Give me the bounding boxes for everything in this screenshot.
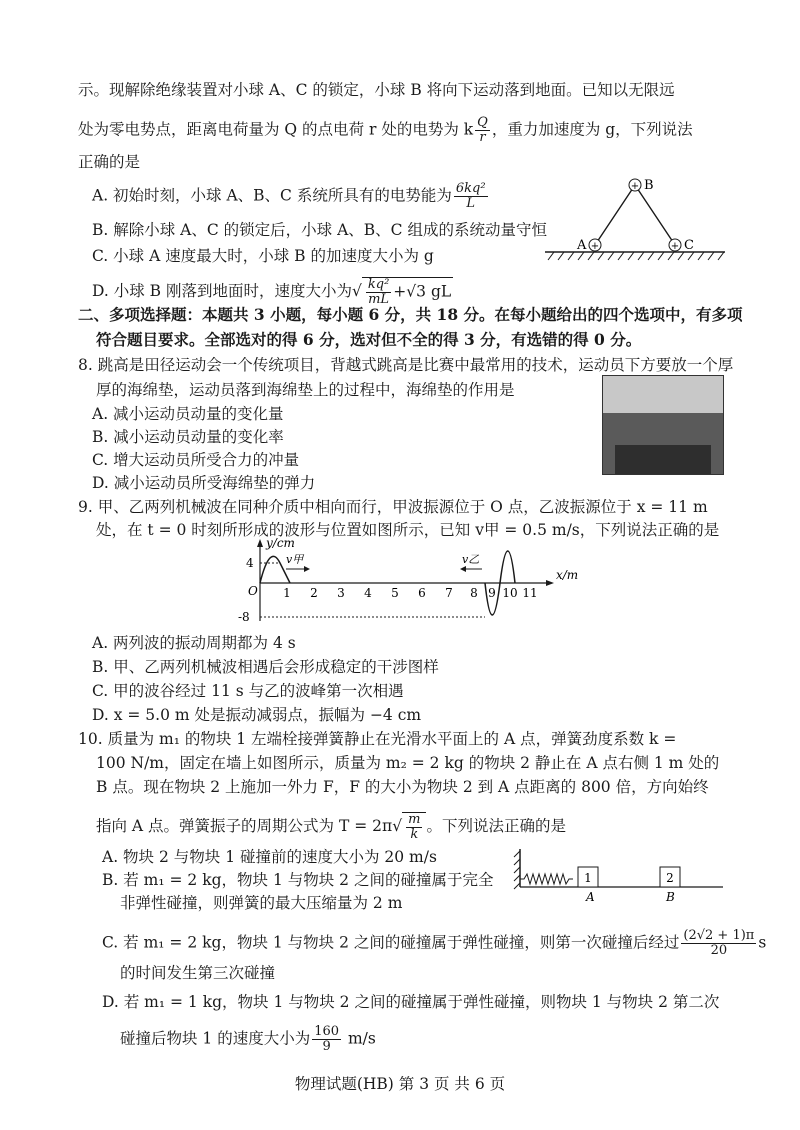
q7-cont-line-3: 正确的是 [78, 153, 141, 171]
q10-option-a: A. 物块 2 与物块 1 碰撞前的速度大小为 20 m/s [102, 848, 437, 866]
q10-option-b-2: 非弹性碰撞，则弹簧的最大压缩量为 2 m [120, 894, 403, 912]
wall-hatching [514, 851, 520, 889]
q9-option-b: B. 甲、乙两列机械波相遇后会形成稳定的干涉图样 [92, 658, 439, 676]
q9-option-c: C. 甲的波谷经过 11 s 与乙的波峰第一次相遇 [92, 682, 404, 700]
q9-wave-graph [230, 535, 590, 630]
x-tick-5: 5 [391, 586, 399, 600]
q9-stem-1: 9. 甲、乙两列机械波在同种介质中相向而行，甲波振源位于 O 点，乙波振源位于 x = 11 m [78, 498, 708, 516]
q8-option-d: D. 减小运动员所受海绵垫的弹力 [92, 474, 316, 492]
q7-option-d-fraction [366, 278, 391, 307]
x-tick-3: 3 [337, 586, 345, 600]
x-tick-10: 10 [502, 586, 518, 600]
period-den: k [410, 827, 419, 842]
x-axis-label: x/m [556, 568, 579, 582]
q7-option-a-num: 6kq² [455, 181, 486, 196]
y-axis-label: y/cm [266, 536, 295, 550]
label-c: C [684, 238, 694, 253]
x-tick-11: 11 [522, 586, 538, 600]
ground-hatching [548, 252, 724, 260]
ball-c-sign: + [670, 241, 680, 252]
section2-line-1: 二、多项选择题：本题共 3 小题，每小题 6 分，共 18 分。在每小题给出的四个选项中，有多项 [78, 305, 743, 324]
x-tick-8: 8 [470, 586, 478, 600]
q7-triangle-figure [540, 170, 730, 270]
q10-option-d-den: 9 [322, 1039, 331, 1054]
q7-option-d: D. 小球 B 刚落到地面时，速度大小为√ $\frac{\text{kq²}}{mL}$ +√3 gL [92, 277, 452, 307]
q8-stem-2: 厚的海绵垫，运动员落到海绵垫上的过程中，海绵垫的作用是 [96, 381, 515, 399]
q10-option-d-text: 碰撞后物块 1 的速度大小为 [120, 1029, 311, 1048]
q7-option-a-fraction [454, 182, 488, 211]
q10-stem-2: 100 N/m，固定在墙上如图所示，质量为 m₂ = 2 kg 的物块 2 静止在 A 点右侧 1 m 处的 [96, 754, 720, 772]
q10-option-d-fraction [312, 1025, 341, 1054]
v-yi-label: v乙 [462, 553, 480, 566]
x-tick-2: 2 [310, 586, 318, 600]
q10-option-c-num: (2√2 + 1)π [683, 928, 755, 943]
q8-option-c: C. 增大运动员所受合力的冲量 [92, 451, 300, 469]
q10-option-c-text: C. 若 m₁ = 2 kg，物块 1 与物块 2 之间的碰撞属于弹性碰撞，则第一次碰撞后经过 [102, 933, 680, 952]
y-axis-arrow [257, 539, 263, 547]
y-tick-neg8: -8 [238, 610, 250, 624]
x-axis-arrow [546, 580, 554, 586]
q7-option-b: B. 解除小球 A、C 的锁定后，小球 A、B、C 组成的系统动量守恒 [92, 221, 547, 239]
x-tick-1: 1 [283, 586, 291, 600]
block-1-label: 1 [584, 871, 592, 885]
q7-cont-line-1: 示。现解除绝缘装置对小球 A、C 的锁定，小球 B 将向下运动落到地面。已知以无限远 [78, 81, 675, 99]
label-b: B [644, 178, 654, 193]
q7-cont-line-2 [78, 116, 693, 145]
q10-spring-figure [508, 845, 728, 905]
q9-option-d: D. x = 5.0 m 处是振动减弱点，振幅为 −4 cm [92, 706, 422, 724]
x-tick-4: 4 [364, 586, 372, 600]
q10-option-d-1: D. 若 m₁ = 1 kg，物块 1 与物块 2 之间的碰撞属于弹性碰撞，则物块 1 与物块 2 第二次 [102, 993, 720, 1011]
q10-option-c-2: 的时间发生第三次碰撞 [120, 964, 276, 982]
spring [520, 874, 573, 884]
q10-stem-1: 10. 质量为 m₁ 的物块 1 左端栓接弹簧静止在光滑水平面上的 A 点，弹簧劲度系数 k = [78, 730, 677, 748]
q7-option-d-text: D. 小球 B 刚落到地面时，速度大小为 [92, 282, 352, 300]
q8-option-b: B. 减小运动员动量的变化率 [92, 428, 284, 446]
q10-option-c-den: 20 [710, 943, 728, 958]
high-jump-photo [602, 375, 724, 475]
q10-option-c [102, 929, 766, 958]
q7-option-a [92, 182, 490, 211]
q10-stem-4: 指向 A 点。弹簧振子的周期公式为 T = 2π√ $\frac{m}{k}$ 。下列说法正确的是 [96, 812, 566, 842]
v-jia-arrowhead [304, 566, 310, 572]
photo-mat [615, 445, 711, 474]
q7-option-d-sqrt [362, 277, 453, 307]
q10-option-d-num: 160 [314, 1024, 340, 1039]
q7-cont-2a: 处为零电势点，距离电荷量为 Q 的点电荷 r 处的电势为 k [78, 120, 474, 139]
point-b-label: B [666, 890, 675, 904]
page-footer: 物理试题(HB) 第 3 页 共 6 页 [294, 1075, 506, 1093]
point-a-label: A [586, 890, 595, 904]
side-bc [635, 185, 675, 245]
section2-line-2: 符合题目要求。全部选对的得 6 分，选对但不全的得 3 分，有选错的得 0 分。 [96, 330, 642, 349]
period-num: m [408, 812, 421, 827]
x-tick-9: 9 [488, 586, 496, 600]
label-a: A [577, 238, 587, 253]
q9-stem-2: 处，在 t = 0 时刻所形成的波形与位置如图所示，已知 v甲 = 0.5 m/s，下列说法正确的是 [96, 521, 720, 539]
q7-option-d-post: +√3 gL [393, 282, 452, 301]
q10-stem-4b: 。下列说法正确的是 [426, 817, 566, 835]
q10-stem-4a: 指向 A 点。弹簧振子的周期公式为 T = 2π [96, 817, 393, 835]
x-tick-6: 6 [418, 586, 426, 600]
potential-num: Q [477, 115, 488, 130]
potential-fraction [475, 116, 490, 145]
side-ab [595, 185, 635, 245]
q7-option-c: C. 小球 A 速度最大时，小球 B 的加速度大小为 g [92, 247, 434, 265]
q7-option-a-den: L [466, 196, 476, 211]
v-jia-label: v甲 [286, 553, 304, 566]
q10-option-b-1: B. 若 m₁ = 2 kg，物块 1 与物块 2 之间的碰撞属于完全 [102, 871, 494, 889]
period-sqrt [402, 812, 426, 842]
q10-stem-3: B 点。现在物块 2 上施加一外力 F，F 的大小为物块 2 到 A 点距离的 800 倍，方向始终 [96, 778, 709, 796]
x-tick-7: 7 [445, 586, 453, 600]
q9-option-a: A. 两列波的振动周期都为 4 s [92, 634, 296, 652]
q7-cont-2b: ，重力加速度为 g，下列说法 [491, 120, 693, 139]
block-2-label: 2 [666, 871, 674, 885]
q7-option-d-den: mL [368, 292, 390, 307]
origin-label: O [248, 584, 258, 598]
q7-option-d-num: kq² [367, 277, 390, 292]
q8-stem-1: 8. 跳高是田径运动会一个传统项目，背越式跳高是比赛中最常用的技术，运动员下方要放一个厚 [78, 356, 734, 374]
q10-option-d-2 [120, 1025, 376, 1054]
q10-option-d-unit: m/s [347, 1029, 376, 1048]
q8-option-a: A. 减小运动员动量的变化量 [92, 405, 284, 423]
potential-den: r [479, 130, 486, 145]
photo-background [603, 376, 723, 413]
ball-a-sign: + [590, 241, 600, 252]
ball-b-sign: + [630, 181, 640, 192]
y-tick-4: 4 [246, 556, 254, 570]
period-fraction [406, 813, 422, 842]
v-yi-arrowhead [460, 566, 466, 572]
q10-option-c-unit: s [758, 933, 767, 952]
q7-option-a-text: A. 初始时刻，小球 A、B、C 系统所具有的电势能为 [92, 186, 452, 205]
q10-option-c-fraction [681, 929, 756, 958]
